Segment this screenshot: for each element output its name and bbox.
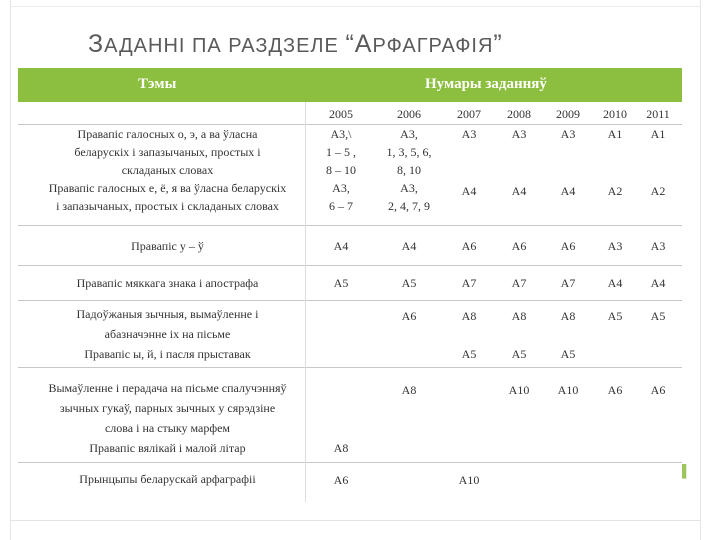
slide-frame-left [10, 0, 11, 540]
topic-text: Правапіс у – ў [131, 239, 204, 253]
table-cell: А2 [607, 184, 623, 198]
year-header: 2006 [397, 107, 421, 121]
table-cell: 8, 10 [397, 163, 421, 177]
row-divider [18, 265, 682, 266]
year-header: 2011 [646, 107, 670, 121]
topic-text: слова і на стыку марфем [104, 421, 231, 435]
header-task-numbers: Нумары заданняў [425, 76, 547, 92]
table-cell: 8 – 10 [326, 163, 356, 177]
table-cell: А3 [650, 239, 666, 253]
table-cell: А5 [333, 276, 349, 290]
table-cell: А1 [650, 127, 666, 141]
table-cell: А6 [607, 383, 623, 397]
row-divider [18, 367, 682, 368]
table-cell: А7 [560, 276, 576, 290]
table-cell: А3 [511, 127, 527, 141]
table-cell: А7 [461, 276, 477, 290]
table-cell: 2, 4, 7, 9 [388, 199, 430, 213]
table-cell: А5 [560, 347, 576, 361]
table-cell: А10 [508, 383, 530, 397]
row-divider [18, 462, 682, 463]
table-cell: А3, [400, 127, 418, 141]
table-cell: А8 [461, 309, 477, 323]
table-cell: А6 [461, 239, 477, 253]
table-cell: А8 [511, 309, 527, 323]
topic-text: Правапіс вялікай і малой літар [89, 441, 246, 455]
table-header-bar [18, 68, 682, 102]
table-cell: А1 [607, 127, 623, 141]
header-topics: Тэмы [138, 76, 177, 92]
table-cell: А6 [650, 383, 666, 397]
topic-text: беларускіх і запазычаных, простых і [74, 145, 261, 159]
topic-text: абазначэнне іх на пісьме [104, 327, 231, 341]
table-cell: А2 [650, 184, 666, 198]
table-cell: А4 [560, 184, 576, 198]
topic-text: складаных словах [121, 163, 214, 177]
table-cell: А10 [557, 383, 579, 397]
table-cell: 1 – 5 , [326, 145, 356, 159]
table-cell: А6 [560, 239, 576, 253]
year-header: 2010 [603, 107, 627, 121]
topic-text: Правапіс мяккага знака і апострафа [76, 276, 259, 290]
table-cell: А6 [333, 473, 349, 487]
table-cell: 1, 3, 5, 6, [386, 145, 432, 159]
table-cell: А4 [461, 184, 477, 198]
slide-frame-right [700, 0, 701, 540]
table-cell: А3, [400, 181, 418, 195]
table-cell: А3, [332, 181, 350, 195]
year-header: 2007 [457, 107, 481, 121]
slide-frame-top [10, 6, 700, 7]
topic-text: і запазычаных, простых і складаных словах [56, 199, 279, 213]
table-cell: А10 [458, 473, 480, 487]
table-cell: А6 [401, 309, 417, 323]
table-cell: А8 [560, 309, 576, 323]
table-cell: А3 [607, 239, 623, 253]
table-cell: А4 [607, 276, 623, 290]
table-cell: 6 – 7 [329, 199, 353, 213]
row-divider [18, 225, 682, 226]
table-cell: А5 [607, 309, 623, 323]
year-header: 2008 [507, 107, 531, 121]
slide-title: ЗАДАННІ ПА РАЗДЗЕЛЕ “АРФАГРАФІЯ” [88, 30, 503, 58]
table-cell: А5 [511, 347, 527, 361]
table-cell: А3,\ [330, 127, 352, 141]
table-cell: А3 [461, 127, 477, 141]
topic-text: Правапіс галосных е, ё, я ва ўласна беларускіх [48, 181, 287, 195]
table-cell: А4 [511, 184, 527, 198]
topic-text: Правапіс галосных о, э, а ва ўласна [77, 127, 258, 141]
year-row-divider [18, 124, 682, 125]
table-cell: А8 [401, 383, 417, 397]
year-header: 2005 [329, 107, 353, 121]
table-cell: А6 [511, 239, 527, 253]
topic-text: зычных гукаў, парных зычных у сярэдзіне [59, 401, 276, 415]
row-divider [18, 300, 682, 301]
table-cell: А8 [333, 441, 349, 455]
table-cell: А7 [511, 276, 527, 290]
table-cell: А5 [461, 347, 477, 361]
topic-text: Прынцыпы беларускай арфаграфіі [79, 472, 256, 486]
slide-decoration: ▌ [682, 464, 691, 478]
table-cell: А4 [650, 276, 666, 290]
table-cell: А4 [401, 239, 417, 253]
year-header: 2009 [556, 107, 580, 121]
table-cell: А3 [560, 127, 576, 141]
table-cell: А4 [333, 239, 349, 253]
topic-text: Падоўжаныя зычныя, вымаўленне і [76, 307, 259, 321]
table-cell: А5 [650, 309, 666, 323]
table-cell: А5 [401, 276, 417, 290]
slide-frame-bottom [10, 520, 700, 521]
topic-text: Правапіс ы, й, і пасля прыставак [84, 347, 251, 361]
topic-text: Вымаўленне і перадача на пісьме спалучэнняў [48, 381, 287, 395]
